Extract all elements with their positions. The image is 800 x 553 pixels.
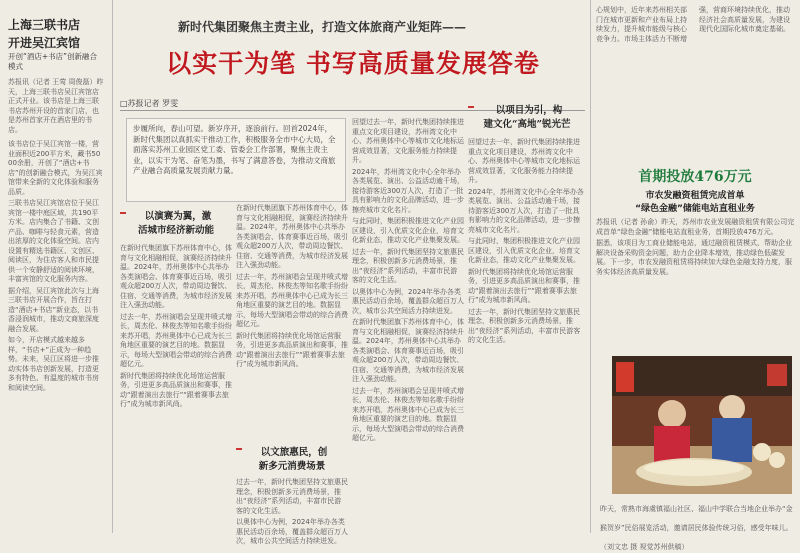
left-story-para: 如今，开店模式越来越多样，“书店+”正成为一种趋势。未来，吴江区将进一步推动实体书店创新发展，打造更多有特色、有温度的城市书房和阅读空间。 xyxy=(8,336,99,392)
ad-byline: 苏报讯（记者 孙俞）昨天，苏州市农业发展融资租赁有限公司完成首单“绿色金融”储能电站直租业务，首期投放476万元。 xyxy=(596,218,795,236)
section-1-para: 新时代集团将持续优化场馆运营服务，引进更多高品质演出和赛事，推动“跟着演出去旅行”“跟着赛事去旅行”成为城市新风尚。 xyxy=(120,371,232,408)
section-1-para: 在新时代集团旗下苏州体育中心，体育与文化相融相促，演赛经济持续升温。2024年，苏州奥体中心共举办各类演唱会、体育赛事近百场，吸引观众超200万人次，带动周边餐饮、住宿、交通等消费，为城市经济发展注入强劲动能。 xyxy=(120,244,232,309)
left-story-para: 三联书店吴江宾馆店位于吴江宾馆一楼中庭区域，共190平方米。店内集合了书籍、文创产品、咖啡与轻食元素，营造出浓厚的文化体验空间。店内设置有精选书籍区、文创区、阅读区，为住店客人和市民提供一个安静舒适的阅读环境，丰富宾馆的文化服务内容。 xyxy=(8,199,99,283)
left-story-subtitle: 开创“酒店+书店”创新融合模式 xyxy=(8,52,98,71)
headline-kicker: 新时代集团聚焦主责主业，打造文体旅商产业矩阵—— xyxy=(178,20,467,34)
section-1 xyxy=(120,206,232,533)
column-2-text xyxy=(236,204,348,439)
section-2-para: 与此同时，集团积极推进文化产业园区建设，引入优质文化企业，培育文化新业态，推动文化产业集聚发展。 xyxy=(352,217,464,244)
section-2-para: 2024年，苏州湾文化中心全年举办各类展览、演出、公益活动逾千场，接待游客近300万人次，打造了一批具有影响力的文化品牌活动，进一步擦亮城市文化名片。 xyxy=(468,187,584,234)
section-3-para: 过去一年，新时代集团坚持文旅惠民理念，积极创新多元消费场景，推出“夜经济”系列活动，丰富市民游客的文化生活。 xyxy=(468,307,581,344)
section-1-title-line2: 活城市经济新动能 xyxy=(137,225,214,236)
section-2-para: 回望过去一年，新时代集团持续推进重点文化项目建设，苏州湾文化中心、苏州奥体中心等城市文化地标运营成效显著，文化服务能力持续提升。 xyxy=(468,138,580,184)
ad-body-text: 据悉，该项目为工商业储能电站，通过融资租赁模式，帮助企业解决设备采购资金问题，助力企业降本增效，推动绿色低碳发展。下一步，市农发融资租赁将持续加大绿色金融支持力度，服务实体经济高质量发展。 xyxy=(596,239,792,276)
section-3 xyxy=(236,442,348,545)
section-1-para: 在新时代集团旗下苏州体育中心，体育与文化相融相促，演赛经济持续升温。2024年，苏州奥体中心共举办各类演唱会、体育赛事近百场，吸引观众超200万人次，带动周边餐饮、住宿、交通等消费，为城市经济发展注入强劲动能。 xyxy=(352,318,464,383)
section-3-para: 过去一年，新时代集团坚持文旅惠民理念，积极创新多元消费场景，推出“夜经济”系列活动，丰富市民游客的文化生活。 xyxy=(236,478,348,515)
section-1-para: 新时代集团将持续优化场馆运营服务，引进更多高品质演出和赛事，推动“跟着演出去旅行”“跟着赛事去旅行”成为城市新风尚。 xyxy=(468,267,580,304)
right-column-top-text: 心规划中，近年来苏州相关部门在城市更新和产业布局上持续发力，提升城市能级与核心竞争力。市场主体活力不断增强，营商环境持续优化，推动经济社会高质量发展，为建设现代化国际化城市奠定基础。 xyxy=(596,6,790,43)
column-divider xyxy=(112,0,113,533)
photo-illustration xyxy=(612,356,792,494)
photo xyxy=(612,356,792,494)
lead-paragraph: 步履所向，春山可望。新岁序开，逐浪前行。回首2024年，新时代集团以真抓实干推动工作，积极服务全市中心大局，全面落实苏州工业园区党工委、管委会工作部署，聚焦主责主业，以实干为笔、奋笔为墨，书写了满意答卷，为推动文商旅产业融合高质量发展贡献力量。 xyxy=(133,124,336,175)
section-3-title-line2: 新多元消费场景 xyxy=(258,461,326,472)
left-story xyxy=(0,0,110,533)
ad-subhead-1: 市农发融资租赁完成首单 xyxy=(645,191,745,201)
section-3-title-line1: 以文旅惠民，创 xyxy=(260,447,328,458)
lead-box xyxy=(126,118,346,202)
section-1-para: 在新时代集团旗下苏州体育中心，体育与文化相融相促，演赛经济持续升温。2024年，苏州奥体中心共举办各类演唱会、体育赛事近百场，吸引观众超200万人次，带动周边餐饮、住宿、交通等消费，为城市经济发展注入强劲动能。 xyxy=(236,204,348,269)
column-3-text xyxy=(352,118,464,533)
section-1-para: 过去一年，苏州演唱会呈现井喷式增长，周杰伦、林俊杰等知名歌手纷纷来苏开唱，苏州奥体中心已成为长三角地区重要的演艺目的地。数据显示，每场大型演唱会带动的综合消费超亿元。 xyxy=(352,386,464,442)
section-3-para: 以奥体中心为例，2024年举办各类惠民活动百余场，覆盖群众超百万人次，城市公共空间活力持续迸发。 xyxy=(236,518,348,545)
ad-body xyxy=(596,218,796,348)
headline-main: 以实干为笔 书写高质量发展答卷 xyxy=(166,49,540,78)
section-1-title-line1: 以演赛为翼，激 xyxy=(144,211,212,222)
headline-byline: □苏报记者 罗雯 xyxy=(120,99,179,108)
left-story-para: 据介绍，吴江宾馆此次与上海三联书店开展合作，旨在打造“酒店+书店”新业态，以书香浸润城市，推动文商旅深度融合发展。 xyxy=(8,286,99,333)
section-1-para: 新时代集团将持续优化场馆运营服务，引进更多高品质演出和赛事，推动“跟着演出去旅行”“跟着赛事去旅行”成为城市新风尚。 xyxy=(236,331,348,368)
photo-caption-block xyxy=(600,496,796,551)
section-1-para: 过去一年，苏州演唱会呈现井喷式增长，周杰伦、林俊杰等知名歌手纷纷来苏开唱，苏州奥体中心已成为长三角地区重要的演艺目的地。数据显示，每场大型演唱会带动的综合消费超亿元。 xyxy=(236,272,348,328)
section-2-title-line2: 建文化“高地”锐光芒 xyxy=(483,119,571,130)
section-2-para: 回望过去一年，新时代集团持续推进重点文化项目建设，苏州湾文化中心、苏州奥体中心等城市文化地标运营成效显著，文化服务能力持续提升。 xyxy=(352,118,464,164)
left-story-para: 该书店位于吴江宾馆一楼，营业面积近200平方米，藏书5000余册，开创了“酒店+书店”的创新融合模式，为吴江宾馆带来全新的文化体验和服务品质。 xyxy=(8,140,103,196)
photo-caption: 昨天，常熟市海虞镇福山社区、福山中学联合当地企业举办“金猴贺岁”民俗展览活动，邀请居民体验传统习俗，感受年味儿。 xyxy=(600,505,793,532)
section-3-para: 以奥体中心为例，2024年举办各类惠民活动百余场，覆盖群众超百万人次，城市公共空间活力持续迸发。 xyxy=(352,287,464,315)
left-story-title-line1: 上海三联书店 xyxy=(8,18,81,32)
ad-subhead-2: “绿色金融”储能电站直租业务 xyxy=(635,204,755,214)
left-story-byline: 苏报讯（记者 王莺 周俊磊）昨天，上海三联书店吴江宾馆店正式开业。该书店是上海三联书店苏州开设的首家门店，也是苏州首家开在酒店里的书店。 xyxy=(8,78,104,134)
right-column-top xyxy=(596,6,796,156)
section-2-title-line1: 以项目为引，构 xyxy=(495,105,563,116)
section-2-para: 与此同时，集团积极推进文化产业园区建设，引入优质文化企业，培育文化新业态，推动文化产业集聚发展。 xyxy=(468,237,580,264)
photo-credit: （刘文忠 摄 视觉苏州供稿） xyxy=(600,543,689,551)
section-1-para: 过去一年，苏州演唱会呈现井喷式增长，周杰伦、林俊杰等知名歌手纷纷来苏开唱，苏州奥体中心已成为长三角地区重要的演艺目的地。数据显示，每场大型演唱会带动的综合消费超亿元。 xyxy=(120,312,232,368)
left-story-title-line2: 开进吴江宾馆 xyxy=(8,36,81,50)
section-2-para: 2024年，苏州湾文化中心全年举办各类展览、演出、公益活动逾千场，接待游客近300万人次，打造了一批具有影响力的文化品牌活动，进一步擦亮城市文化名片。 xyxy=(352,167,464,214)
ad-headline: 首期投放476万元 xyxy=(638,169,752,185)
section-2 xyxy=(468,100,586,533)
column-divider xyxy=(590,0,591,533)
section-3-para: 过去一年，新时代集团坚持文旅惠民理念，积极创新多元消费场景，推出“夜经济”系列活动，丰富市民游客的文化生活。 xyxy=(352,247,464,284)
